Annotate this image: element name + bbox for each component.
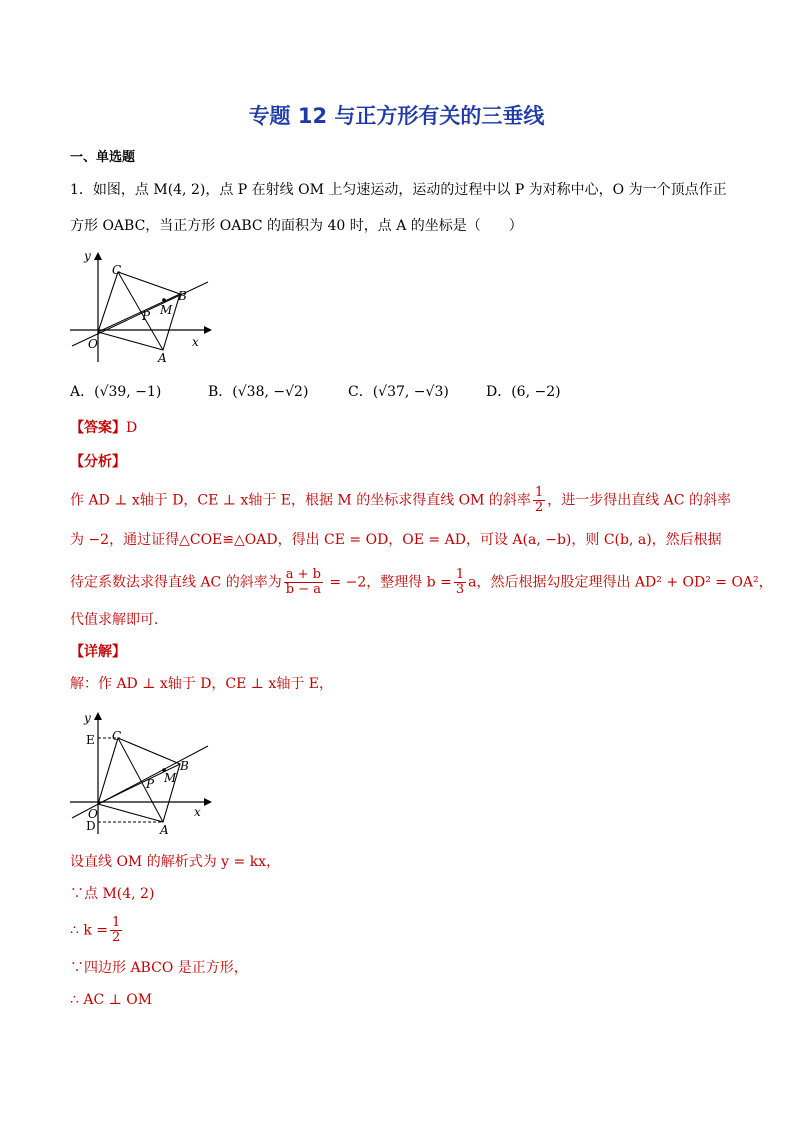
label-x: x (192, 335, 199, 349)
point-m (162, 298, 166, 302)
option-a: A．(√39, −1) (70, 384, 162, 400)
fraction: $\frac{1}{2}$ (112, 915, 121, 945)
label-y: y (84, 249, 91, 263)
option-d: D．(6, −2) (486, 384, 561, 400)
detail-tag: 【详解】 (70, 644, 126, 660)
detail-line-1: 解：作 AD ⊥ x轴于 D，CE ⊥ x轴于 E， (70, 676, 333, 692)
analysis-line-1: 作 AD ⊥ x轴于 D，CE ⊥ x轴于 E，根据 M 的坐标求得直线 OM 的斜率 $\frac{1}{2}$ ，进一步得出直线 AC 的斜率 (70, 485, 731, 515)
label-o: O (88, 807, 98, 821)
figure-1 (68, 246, 218, 366)
section-heading: 一、单选题 (70, 150, 136, 165)
label-b: B (180, 759, 189, 773)
fraction: $\frac{1}{3}$ (455, 567, 465, 597)
question-line-2: 方形 OABC，当正方形 OABC 的面积为 40 时，点 A 的坐标是（ ） (70, 218, 523, 234)
analysis-line-4: 代值求解即可． (70, 612, 168, 628)
y-axis-arrow (94, 712, 102, 720)
detail-line-3: ∵点 M(4, 2) (70, 886, 155, 902)
analysis-line-2: 为 −2，通过证得△COE≌△OAD，得出 CE = OD，OE = AD，可设 A(a, −b)，则 C(b, a)，然后根据 (70, 532, 722, 548)
answer-line (70, 418, 137, 438)
page-title: 专题 12 与正方形有关的三垂线 (248, 104, 545, 128)
label-p: P (146, 777, 155, 791)
label-x: x (194, 805, 201, 819)
label-a: A (160, 823, 169, 837)
detail-line-2: 设直线 OM 的解析式为 y = kx， (70, 854, 281, 870)
label-c: C (112, 729, 122, 743)
answer-value: D (126, 420, 138, 436)
analysis-tag-line (70, 452, 126, 472)
question-line-1: 1．如图，点 M(4, 2)，点 P 在射线 OM 上匀速运动，运动的过程中以 P 为对称中心，O 为一个顶点作正 (70, 182, 727, 198)
label-m: M (160, 303, 173, 317)
detail-tag-line (70, 642, 126, 662)
label-c: C (112, 263, 122, 277)
y-axis-arrow (94, 252, 102, 260)
analysis-tag: 【分析】 (70, 454, 126, 470)
x-axis-arrow (204, 326, 212, 334)
fraction: $\frac{a + b}{b - a}$ (285, 567, 321, 597)
figure-2 (68, 706, 218, 838)
option-c: C．(√37, −√3) (348, 384, 449, 400)
label-b: B (178, 289, 187, 303)
label-y: y (84, 711, 91, 725)
label-p: P (142, 309, 151, 323)
option-b: B．(√38, −√2) (208, 384, 309, 400)
detail-line-4: ∴ k = $\frac{1}{2}$ (70, 915, 121, 945)
label-m: M (164, 771, 177, 785)
diagonal-ac (118, 272, 163, 350)
fraction: $\frac{1}{2}$ (534, 485, 544, 515)
x-axis-arrow (204, 798, 212, 806)
detail-line-6: ∴ AC ⊥ OM (70, 992, 153, 1008)
analysis-line-3: 待定系数法求得直线 AC 的斜率为 $\frac{a + b}{b - a}$ = −2，整理得 b = $\frac{1}{3}$ a，然后根据勾股定理得出 AD² + OD² = OA²， (70, 567, 773, 597)
diagonal-ac (118, 738, 163, 822)
detail-line-5: ∵四边形 ABCO 是正方形， (70, 960, 248, 976)
label-o: O (88, 337, 98, 351)
label-a: A (158, 351, 167, 365)
label-e: E (86, 733, 95, 747)
answer-tag: 【答案】 (70, 420, 126, 436)
label-d: D (86, 819, 96, 833)
